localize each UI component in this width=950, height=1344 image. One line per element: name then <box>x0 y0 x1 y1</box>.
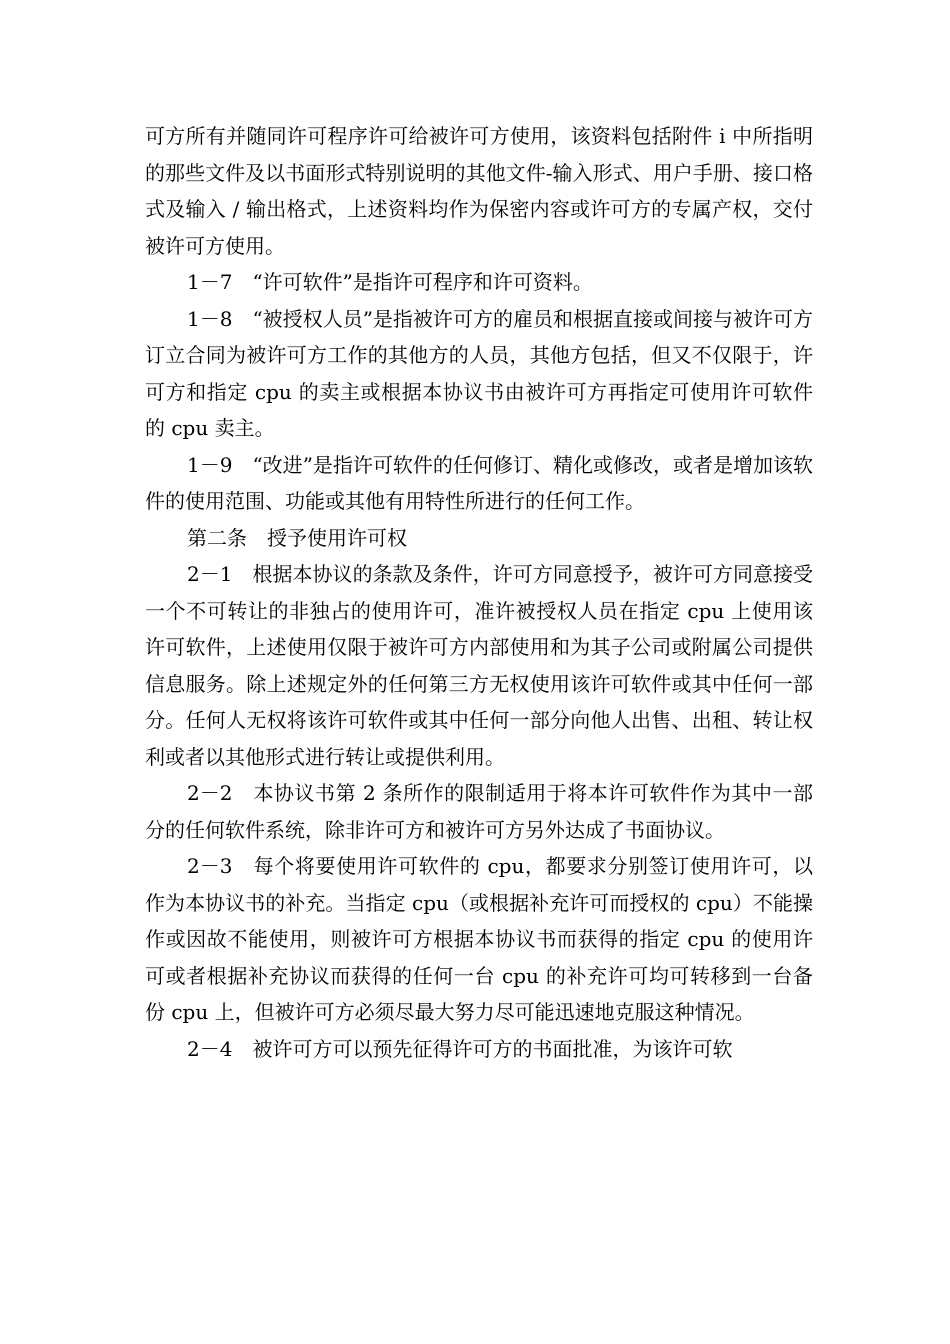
paragraph-2-4: 2－4 被许可方可以预先征得许可方的书面批准，为该许可软 <box>187 1036 733 1061</box>
paragraph-1-8: 1－8 “被授权人员”是指被许可方的雇员和根据直接或间接与被许可方订立合同为被许可方工作的其他方的人员，其他方包括，但又不仅限于，许可方和指定 cpu 的卖主或根据本协议书由被许可方再指定可使用许可软件的 cpu 卖主。 <box>145 306 813 440</box>
paragraph-2-2: 2－2 本协议书第 2 条所作的限制适用于将本许可软件作为其中一部分的任何软件系统，除非许可方和被许可方另外达成了书面协议。 <box>145 781 813 842</box>
paragraph-2-3: 2－3 每个将要使用许可软件的 cpu，都要求分别签订使用许可，以作为本协议书的补充。当指定 cpu（或根据补充许可而授权的 cpu）不能操作或因故不能使用，则被许可方根据本协议书而获得的指定 cpu 的使用许可或者根据补充协议而获得的任何一台 cpu 的补充许可均可转移到一台备份 cpu 上，但被许可方必须尽最大努力尽可能迅速地克服这种情况。 <box>145 854 813 1024</box>
paragraph-2-1: 2－1 根据本协议的条款及条件，许可方同意授予，被许可方同意接受一个不可转让的非独占的使用许可，准许被授权人员在指定 cpu 上使用该许可软件，上述使用仅限于被许可方内部使用和为其子公司或附属公司提供信息服务。除上述规定外的任何第三方无权使用该许可软件或其中任何一部分。任何人无权将该许可软件或其中任何一部分向他人出售、出租、转让权利或者以其他形式进行转让或提供利用。 <box>145 562 813 769</box>
paragraph-1-7: 1－7 “许可软件”是指许可程序和许可资料。 <box>187 270 593 294</box>
paragraph-1-9: 1－9 “改进”是指许可软件的任何修订、精化或修改，或者是增加该软件的使用范围、功能或其他有用特性所进行的任何工作。 <box>145 452 813 513</box>
document-body <box>145 118 813 1067</box>
paragraph-continuation: 可方所有并随同许可程序许可给被许可方使用，该资料包括附件 i 中所指明的那些文件及以书面形式特别说明的其他文件-输入形式、用户手册、接口格式及输入 / 输出格式，上述资料均作为保密内容或许可方的专属产权，交付被许可方使用。 <box>145 124 813 258</box>
section-heading-article-2: 第二条 授予使用许可权 <box>187 525 407 550</box>
